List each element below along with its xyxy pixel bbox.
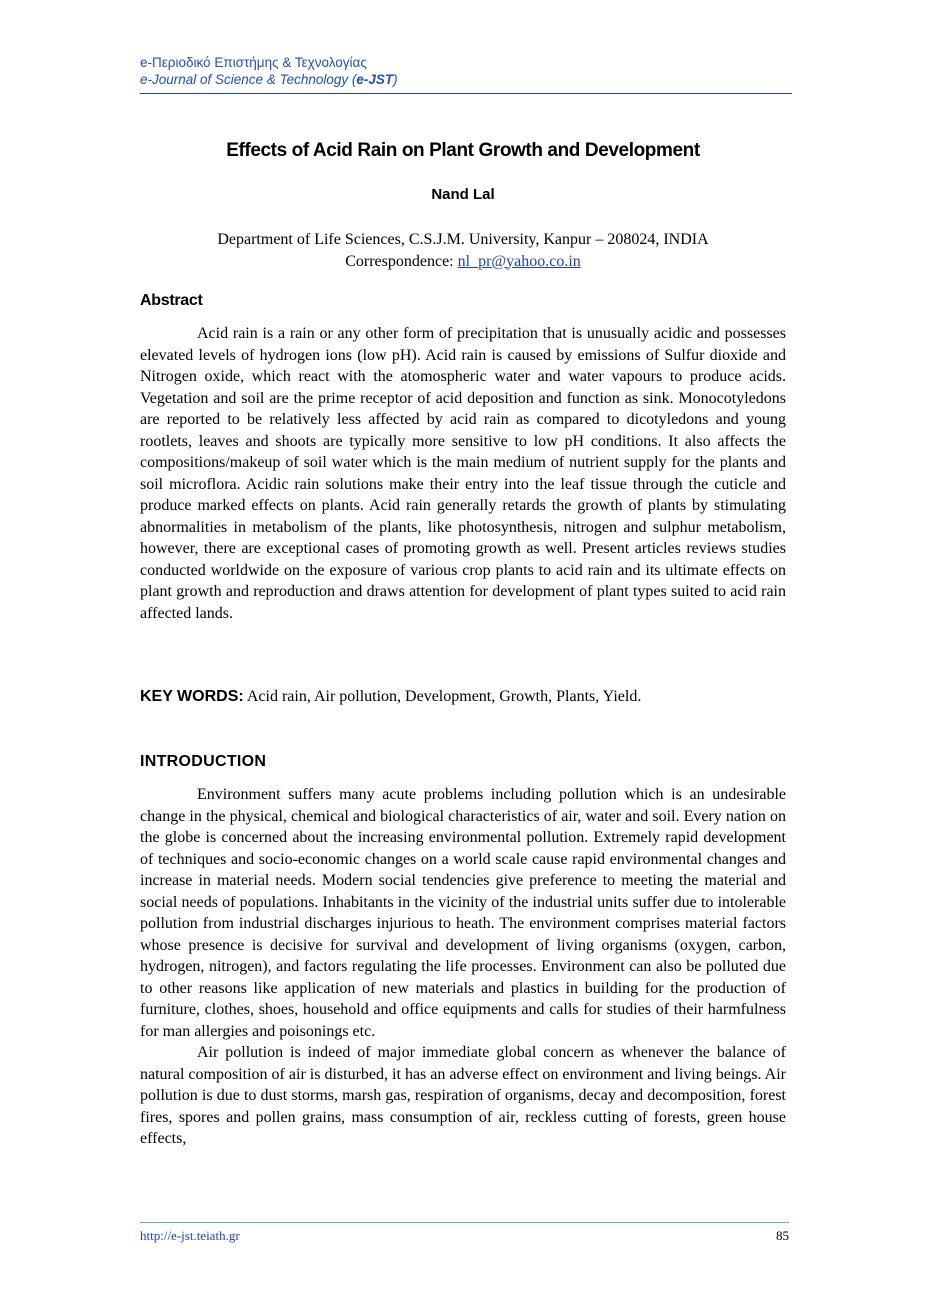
- footer-divider: [140, 1222, 789, 1223]
- correspondence-line: [140, 251, 786, 273]
- journal-name-english-close: ): [393, 72, 398, 87]
- introduction-paragraph-2: Air pollution is indeed of major immediate global concern as whenever the balance of natural composition of air is disturbed, it has an adverse effect on environment and living beings. Air pollution is due to dust storms, marsh gas, respiration of organisms, decay and decomposition, forest fires, spores and pollen grains, mass consumption of air, reckless cutting of forests, green house effects,: [140, 1044, 786, 1147]
- journal-name-english: [140, 71, 792, 88]
- journal-name-english-text: e-Journal of Science & Technology (: [140, 72, 357, 87]
- paper-author: Nand Lal: [431, 186, 495, 203]
- keywords-label: KEY WORDS:: [140, 688, 244, 705]
- keywords-text: Acid rain, Air pollution, Development, Growth, Plants, Yield.: [246, 688, 642, 705]
- journal-name-greek: e-Περιοδικό Επιστήμης & Τεχνολογίας: [140, 55, 367, 70]
- correspondence-email-link[interactable]: nl_pr@yahoo.co.in: [457, 252, 581, 270]
- abstract-body: [140, 323, 786, 624]
- introduction-heading: INTRODUCTION: [140, 753, 267, 770]
- introduction-paragraph-1: Environment suffers many acute problems including pollution which is an undesirable change in the physical, chemical and biological characteristics of air, water and soil. Every nation on the globe is concerned about the increasing environmental pollution. Extremely rapid development of techniques and socio-economic changes on a world scale cause rapid environmental changes and increase in material needs. Modern social tendencies give preference to meeting the material and social needs of populations. Inhabitants in the vicinity of the industrial units suffer due to intolerable pollution from industrial discharges injurious to heath. The environment comprises material factors whose presence is decisive for survival and development of living organisms (oxygen, carbon, hydrogen, nitrogen), and factors regulating the life processes. Environment can also be polluted due to other reasons like application of new materials and plastics in building for the production of furniture, clothes, shoes, household and office equipments and calls for studies of their harmfulness for man allergies and poisonings etc.: [140, 786, 786, 1040]
- abstract-heading: Abstract: [140, 292, 203, 309]
- abstract-paragraph: Acid rain is a rain or any other form of precipitation that is unusually acidic and possesses elevated levels of hydrogen ions (low pH). Acid rain is caused by emissions of Sulfur dioxide and Nitrogen oxide, which react with the atomospheric water and water vapours to produce acids. Vegetation and soil are the prime receptor of acid deposition and function as sink. Monocotyledons are reported to be relatively less affected by acid rain as compared to dicotyledons and young rootlets, leaves and shoots are typically more sensitive to low pH conditions. It also affects the compositions/makeup of soil water which is the main medium of nutrient supply for the plants and soil microflora. Acidic rain solutions make their entry into the leaf tissue through the cuticle and produce marked effects on plants. Acid rain generally retards the growth of plants by stimulating abnormalities in metabolism of the plants, like photosynthesis, nitrogen and sulphur metabolism, however, there are exceptional cases of promoting growth as well. Present articles reviews studies conducted worldwide on the exposure of various crop plants to acid rain and its ultimate effects on plant growth and reproduction and draws attention for development of plant types suited to acid rain affected lands.: [140, 325, 786, 622]
- author-affiliation-block: [140, 229, 786, 272]
- correspondence-label: Correspondence:: [345, 252, 454, 270]
- introduction-body: [140, 784, 786, 1150]
- page-number: 85: [776, 1228, 789, 1243]
- footer-url-link[interactable]: http://e-jst.teiath.gr: [140, 1228, 240, 1243]
- author-affiliation: Department of Life Sciences, C.S.J.M. University, Kanpur – 208024, INDIA: [217, 231, 709, 248]
- paper-title: Effects of Acid Rain on Plant Growth and Development: [226, 140, 700, 161]
- keywords-line: [140, 688, 786, 706]
- journal-header: [140, 54, 792, 88]
- journal-abbreviation: e-JST: [356, 72, 394, 87]
- header-divider: [140, 93, 792, 94]
